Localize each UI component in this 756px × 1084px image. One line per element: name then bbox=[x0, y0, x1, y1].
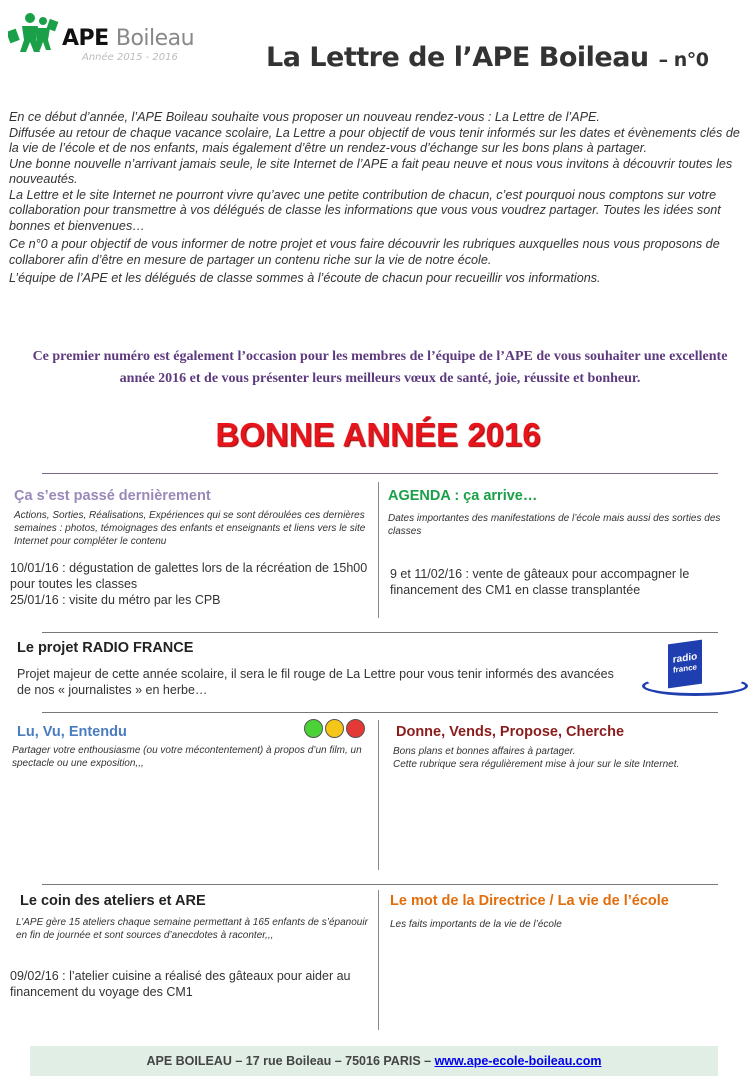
section-title-past: Ça s’est passé dernièrement bbox=[14, 488, 211, 504]
ape-logo-icon bbox=[8, 12, 60, 52]
intro-paragraph: Une bonne nouvelle n’arrivant jamais seule, le site Internet de l’APE a fait peau neuve et nous vous invitons à découvrir toutes les nouveautés. bbox=[9, 156, 733, 186]
logo-ape: APE bbox=[62, 26, 109, 51]
ateliers-item: 09/02/16 : l’atelier cuisine a réalisé des gâteaux pour aider au financement du voyage des CM1 bbox=[10, 969, 351, 999]
section-title-luvu: Lu, Vu, Entendu bbox=[17, 724, 127, 740]
intro-paragraph: En ce début d’année, l’APE Boileau souhaite vous proposer un nouveau rendez-vous : La Lettre de l’APE. bbox=[9, 110, 600, 124]
column-divider bbox=[378, 890, 379, 1030]
intro-text bbox=[9, 110, 747, 290]
intro-paragraph: La Lettre et le site Internet ne pourront vivre qu’avec une petite contribution de chacun, c’est pourquoi nous comptons sur votre collaboration pour transmettre à vos délégués de classe les informations que vous vous voudrez partager. Toutes les idées sont bonnes et bienvenues… bbox=[9, 187, 721, 233]
footer bbox=[30, 1046, 718, 1076]
divider bbox=[42, 632, 718, 633]
intro-paragraph: Diffusée au retour de chaque vacance scolaire, La Lettre a pour objectif de vous tenir informés sur les dates et évènements clés de la vie de l’école et de nos enfants, mais également d’être un rendez-vous d’échange sur les bons plans à partager. bbox=[9, 125, 740, 155]
section-sub-directrice: Les faits importants de la vie de l’école bbox=[390, 919, 562, 930]
section-sub-luvu: Partager votre enthousiasme (ou votre mécontentement) à propos d’un film, un spectacle ou une exposition,,, bbox=[12, 745, 362, 769]
logo-year: Année 2015 - 2016 bbox=[82, 52, 178, 63]
logo-text bbox=[62, 26, 194, 51]
section-title-radio: Le projet RADIO FRANCE bbox=[17, 640, 194, 656]
intro-paragraph: Ce n°0 a pour objectif de vous informer de notre projet et vous faire découvrir les rubriques auxquelles nous vous proposons de collaborer afin d’être en mesure de partager un contenu riche sur la vie de notre école. bbox=[9, 237, 720, 267]
smileys bbox=[302, 719, 365, 742]
past-items bbox=[10, 560, 370, 608]
radio-body: Projet majeur de cette année scolaire, il sera le fil rouge de La Lettre pour vous tenir informés des avancées de nos « journalistes » en herbe… bbox=[17, 667, 614, 697]
column-divider bbox=[378, 720, 379, 870]
divider bbox=[42, 473, 718, 474]
logo-radio-text: radio bbox=[672, 651, 698, 666]
past-item: 10/01/16 : dégustation de galettes lors de la récréation de 15h00 pour toutes les classes bbox=[10, 561, 368, 591]
column-divider bbox=[378, 482, 379, 618]
radio-france-logo bbox=[642, 640, 742, 695]
divider bbox=[42, 712, 718, 713]
website-link[interactable]: www.ape-ecole-boileau.com bbox=[434, 1054, 602, 1068]
divider bbox=[42, 884, 718, 885]
issue-number: – n°0 bbox=[658, 49, 709, 71]
donne-sub-line: Cette rubrique sera régulièrement mise à jour sur le site Internet. bbox=[393, 759, 680, 770]
footer-address: APE BOILEAU – 17 rue Boileau – 75016 PARIS – bbox=[146, 1054, 435, 1068]
title-text: La Lettre de l’APE Boileau bbox=[266, 42, 649, 73]
section-sub-past: Actions, Sorties, Réalisations, Expériences qui se sont déroulées ces dernières semaines : photos, témoignages des enfants et enseignants et liens vers le site Internet pour compléter le contenu bbox=[14, 510, 366, 547]
neutral-smiley-icon bbox=[325, 719, 344, 738]
section-title-ateliers: Le coin des ateliers et ARE bbox=[20, 893, 206, 909]
donne-sub-line: Bons plans et bonnes affaires à partager. bbox=[393, 746, 576, 757]
section-title-directrice: Le mot de la Directrice / La vie de l’école bbox=[390, 893, 669, 909]
new-year-wish: Ce premier numéro est également l’occasion pour les membres de l’équipe de l’APE de vous souhaiter une excellente année 2016 et de vous présenter leurs meilleurs vœux de santé, joie, réussite et bonheur. bbox=[32, 349, 728, 386]
bonne-annee-banner: BONNE ANNÉE 2016 bbox=[215, 416, 541, 453]
section-sub-donne bbox=[393, 745, 743, 771]
section-title-agenda: AGENDA : ça arrive… bbox=[388, 488, 538, 504]
sad-smiley-icon bbox=[346, 719, 365, 738]
logo-france-text: france bbox=[672, 662, 697, 675]
section-sub-agenda: Dates importantes des manifestations de l’école mais aussi des sorties des classes bbox=[388, 513, 721, 537]
page-title bbox=[266, 42, 709, 73]
section-sub-ateliers: L’APE gère 15 ateliers chaque semaine permettant à 165 enfants de s’épanouir en fin de journée et sont sources d’anecdotes à raconter,,, bbox=[16, 917, 368, 941]
happy-smiley-icon bbox=[304, 719, 323, 738]
past-item: 25/01/16 : visite du métro par les CPB bbox=[10, 593, 221, 607]
intro-paragraph: L’équipe de l’APE et les délégués de classe sommes à l’écoute de chacun pour recueillir vos informations. bbox=[9, 271, 601, 285]
agenda-item: 9 et 11/02/16 : vente de gâteaux pour accompagner le financement des CM1 en classe transplantée bbox=[390, 567, 690, 597]
section-title-donne: Donne, Vends, Propose, Cherche bbox=[396, 724, 625, 740]
logo-boileau: Boileau bbox=[115, 26, 195, 51]
